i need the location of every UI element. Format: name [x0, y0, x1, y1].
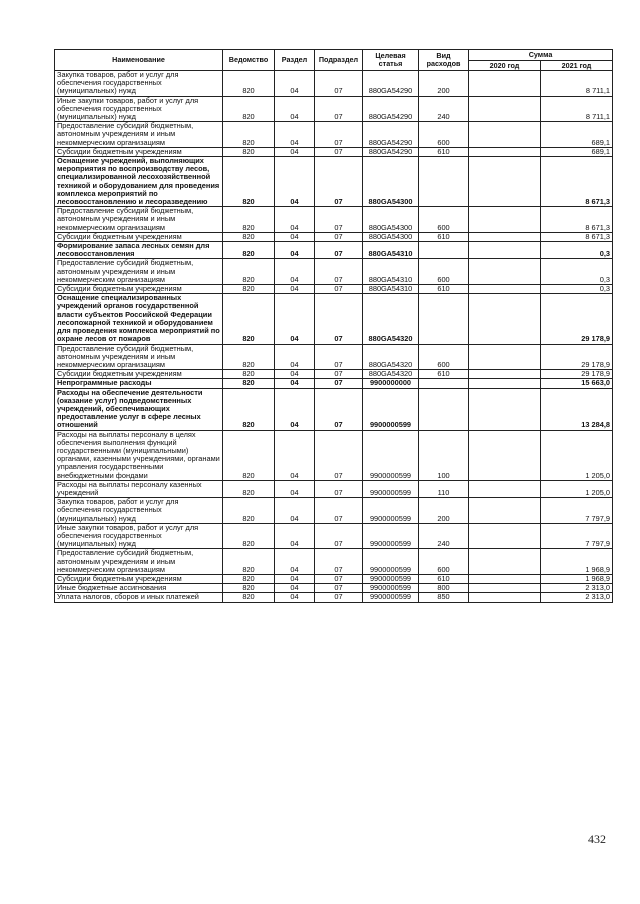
row-name: Субсидии бюджетным учреждениям	[55, 285, 223, 294]
row-podrazdel: 07	[315, 147, 363, 156]
table-row	[55, 498, 613, 524]
row-vedomstvo: 820	[223, 242, 275, 259]
row-podrazdel: 07	[315, 498, 363, 524]
row-vid: 610	[419, 370, 469, 379]
row-name: Иные бюджетные ассигнования	[55, 584, 223, 593]
header-razdel: Раздел	[275, 50, 315, 71]
row-sum-2020	[469, 259, 541, 285]
row-podrazdel: 07	[315, 584, 363, 593]
row-podrazdel: 07	[315, 294, 363, 344]
table-row	[55, 574, 613, 583]
row-podrazdel: 07	[315, 574, 363, 583]
table-row	[55, 430, 613, 480]
row-sum-2020	[469, 157, 541, 207]
row-sum-2021: 1 968,9	[541, 574, 613, 583]
row-vedomstvo: 820	[223, 370, 275, 379]
row-podrazdel: 07	[315, 207, 363, 233]
row-sum-2020	[469, 96, 541, 122]
row-razdel: 04	[275, 294, 315, 344]
row-vid: 600	[419, 549, 469, 575]
row-razdel: 04	[275, 388, 315, 430]
row-sum-2020	[469, 523, 541, 549]
row-sum-2020	[469, 242, 541, 259]
table-row	[55, 147, 613, 156]
row-sum-2021: 7 797,9	[541, 523, 613, 549]
table-row	[55, 285, 613, 294]
row-name: Предоставление субсидий бюджетным, автономным учреждениям и иным некоммерческим организациям	[55, 122, 223, 148]
row-target: 880GA54320	[363, 370, 419, 379]
row-podrazdel: 07	[315, 388, 363, 430]
row-razdel: 04	[275, 523, 315, 549]
row-podrazdel: 07	[315, 549, 363, 575]
row-target: 9900000599	[363, 430, 419, 480]
row-sum-2020	[469, 344, 541, 370]
row-razdel: 04	[275, 574, 315, 583]
row-razdel: 04	[275, 207, 315, 233]
row-vedomstvo: 820	[223, 71, 275, 97]
row-podrazdel: 07	[315, 96, 363, 122]
row-sum-2021: 8 671,3	[541, 232, 613, 241]
row-vedomstvo: 820	[223, 294, 275, 344]
row-target: 9900000599	[363, 574, 419, 583]
row-sum-2020	[469, 71, 541, 97]
header-sum: Сумма	[469, 50, 613, 61]
row-name: Предоставление субсидий бюджетным, автономным учреждениям и иным некоммерческим организациям	[55, 207, 223, 233]
row-name: Закупка товаров, работ и услуг для обеспечения государственных (муниципальных) нужд	[55, 498, 223, 524]
row-razdel: 04	[275, 157, 315, 207]
row-sum-2021: 7 797,9	[541, 498, 613, 524]
row-sum-2021: 13 284,8	[541, 388, 613, 430]
row-podrazdel: 07	[315, 242, 363, 259]
row-vid: 610	[419, 232, 469, 241]
row-name: Непрограммные расходы	[55, 379, 223, 388]
row-vedomstvo: 820	[223, 379, 275, 388]
row-name: Субсидии бюджетным учреждениям	[55, 370, 223, 379]
row-vid: 100	[419, 430, 469, 480]
row-sum-2020	[469, 207, 541, 233]
row-vid: 240	[419, 523, 469, 549]
table-row	[55, 122, 613, 148]
row-vid: 600	[419, 344, 469, 370]
row-sum-2020	[469, 370, 541, 379]
row-target: 880GA54310	[363, 285, 419, 294]
row-name: Субсидии бюджетным учреждениям	[55, 147, 223, 156]
row-name: Оснащение специализированных учреждений органов государственной власти субъектов Российской Федерации лесопожарной техникой и оборудованием для проведения комплекса мероприятий по охране лесов от пожаров	[55, 294, 223, 344]
row-sum-2020	[469, 584, 541, 593]
row-sum-2020	[469, 430, 541, 480]
row-vid	[419, 379, 469, 388]
row-vid: 110	[419, 480, 469, 497]
row-target: 9900000000	[363, 379, 419, 388]
row-target: 9900000599	[363, 549, 419, 575]
row-sum-2020	[469, 147, 541, 156]
row-sum-2020	[469, 574, 541, 583]
table-body	[55, 71, 613, 603]
row-sum-2021: 2 313,0	[541, 584, 613, 593]
row-target: 880GA54290	[363, 71, 419, 97]
row-sum-2021: 1 205,0	[541, 480, 613, 497]
row-vedomstvo: 820	[223, 480, 275, 497]
row-podrazdel: 07	[315, 232, 363, 241]
row-target: 9900000599	[363, 480, 419, 497]
row-vid: 610	[419, 147, 469, 156]
row-vid: 240	[419, 96, 469, 122]
row-name: Иные закупки товаров, работ и услуг для обеспечения государственных (муниципальных) нужд	[55, 523, 223, 549]
row-name: Расходы на обеспечение деятельности (оказание услуг) подведомственных учреждений, обеспечивающих предоставление услуг в сфере лесных отношений	[55, 388, 223, 430]
header-podrazdel: Подраздел	[315, 50, 363, 71]
row-name: Формирование запаса лесных семян для лесовосстановления	[55, 242, 223, 259]
row-podrazdel: 07	[315, 480, 363, 497]
table-row	[55, 294, 613, 344]
row-vid: 610	[419, 574, 469, 583]
row-podrazdel: 07	[315, 430, 363, 480]
row-sum-2021: 1 205,0	[541, 430, 613, 480]
row-sum-2021: 8 671,3	[541, 157, 613, 207]
row-razdel: 04	[275, 370, 315, 379]
row-vid	[419, 294, 469, 344]
row-vedomstvo: 820	[223, 388, 275, 430]
row-sum-2020	[469, 593, 541, 602]
table-row	[55, 71, 613, 97]
row-vid	[419, 388, 469, 430]
table-row	[55, 593, 613, 602]
row-podrazdel: 07	[315, 157, 363, 207]
row-target: 880GA54300	[363, 232, 419, 241]
table-row	[55, 344, 613, 370]
budget-table	[54, 49, 613, 603]
row-vedomstvo: 820	[223, 285, 275, 294]
row-razdel: 04	[275, 71, 315, 97]
row-razdel: 04	[275, 584, 315, 593]
row-sum-2021: 2 313,0	[541, 593, 613, 602]
row-vid: 200	[419, 71, 469, 97]
row-razdel: 04	[275, 430, 315, 480]
row-sum-2020	[469, 232, 541, 241]
row-podrazdel: 07	[315, 259, 363, 285]
row-vedomstvo: 820	[223, 259, 275, 285]
row-razdel: 04	[275, 344, 315, 370]
row-sum-2020	[469, 379, 541, 388]
row-podrazdel: 07	[315, 370, 363, 379]
row-target: 880GA54290	[363, 96, 419, 122]
table-row	[55, 232, 613, 241]
row-podrazdel: 07	[315, 593, 363, 602]
row-vedomstvo: 820	[223, 593, 275, 602]
row-target: 880GA54300	[363, 157, 419, 207]
row-sum-2021: 0,3	[541, 285, 613, 294]
row-podrazdel: 07	[315, 523, 363, 549]
row-sum-2021: 15 663,0	[541, 379, 613, 388]
row-sum-2021: 8 711,1	[541, 96, 613, 122]
row-razdel: 04	[275, 498, 315, 524]
row-target: 9900000599	[363, 523, 419, 549]
row-target: 9900000599	[363, 593, 419, 602]
row-vid	[419, 157, 469, 207]
row-name: Оснащение учреждений, выполняющих мероприятия по воспроизводству лесов, специализированной лесохозяйственной техникой и оборудованием для проведения комплекса мероприятий по лесовосстановлению и лесоразведению	[55, 157, 223, 207]
row-name: Уплата налогов, сборов и иных платежей	[55, 593, 223, 602]
table-row	[55, 96, 613, 122]
row-target: 880GA54290	[363, 122, 419, 148]
table-row	[55, 207, 613, 233]
row-vedomstvo: 820	[223, 122, 275, 148]
row-podrazdel: 07	[315, 71, 363, 97]
row-name: Субсидии бюджетным учреждениям	[55, 232, 223, 241]
row-name: Расходы на выплаты персоналу в целях обеспечения выполнения функций государственными (муниципальными) органами, казенными учреждениями, органами управления государственными внебюджетными фондами	[55, 430, 223, 480]
row-razdel: 04	[275, 480, 315, 497]
row-sum-2020	[469, 388, 541, 430]
row-sum-2020	[469, 549, 541, 575]
table-row	[55, 242, 613, 259]
row-vedomstvo: 820	[223, 232, 275, 241]
row-razdel: 04	[275, 285, 315, 294]
row-razdel: 04	[275, 122, 315, 148]
row-sum-2021: 8 671,3	[541, 207, 613, 233]
row-sum-2020	[469, 294, 541, 344]
row-razdel: 04	[275, 549, 315, 575]
row-vedomstvo: 820	[223, 344, 275, 370]
row-target: 880GA54290	[363, 147, 419, 156]
header-vedomstvo: Ведомство	[223, 50, 275, 71]
row-razdel: 04	[275, 379, 315, 388]
row-sum-2021: 0,3	[541, 242, 613, 259]
row-vid: 200	[419, 498, 469, 524]
row-podrazdel: 07	[315, 122, 363, 148]
row-vedomstvo: 820	[223, 584, 275, 593]
row-vid: 800	[419, 584, 469, 593]
row-sum-2021: 1 968,9	[541, 549, 613, 575]
table-row	[55, 549, 613, 575]
header-2021: 2021 год	[541, 61, 613, 71]
row-sum-2021: 689,1	[541, 122, 613, 148]
row-podrazdel: 07	[315, 285, 363, 294]
row-razdel: 04	[275, 242, 315, 259]
row-vedomstvo: 820	[223, 96, 275, 122]
row-sum-2021: 29 178,9	[541, 294, 613, 344]
row-vedomstvo: 820	[223, 498, 275, 524]
row-target: 880GA54320	[363, 344, 419, 370]
table-row	[55, 157, 613, 207]
table-row	[55, 480, 613, 497]
row-name: Предоставление субсидий бюджетным, автономным учреждениям и иным некоммерческим организациям	[55, 344, 223, 370]
row-target: 880GA54320	[363, 294, 419, 344]
table-row	[55, 388, 613, 430]
row-name: Предоставление субсидий бюджетным, автономным учреждениям и иным некоммерческим организациям	[55, 549, 223, 575]
row-name: Закупка товаров, работ и услуг для обеспечения государственных (муниципальных) нужд	[55, 71, 223, 97]
row-name: Субсидии бюджетным учреждениям	[55, 574, 223, 583]
row-podrazdel: 07	[315, 379, 363, 388]
row-target: 880GA54310	[363, 242, 419, 259]
row-target: 880GA54310	[363, 259, 419, 285]
row-name: Расходы на выплаты персоналу казенных учреждений	[55, 480, 223, 497]
row-razdel: 04	[275, 259, 315, 285]
row-sum-2020	[469, 498, 541, 524]
row-vid	[419, 242, 469, 259]
table-row	[55, 370, 613, 379]
row-name: Иные закупки товаров, работ и услуг для обеспечения государственных (муниципальных) нужд	[55, 96, 223, 122]
header-name: Наименование	[55, 50, 223, 71]
row-target: 9900000599	[363, 388, 419, 430]
row-target: 9900000599	[363, 584, 419, 593]
table-row	[55, 584, 613, 593]
header-2020: 2020 год	[469, 61, 541, 71]
row-name: Предоставление субсидий бюджетным, автономным учреждениям и иным некоммерческим организациям	[55, 259, 223, 285]
row-vid: 850	[419, 593, 469, 602]
row-vid: 600	[419, 207, 469, 233]
row-vid: 600	[419, 259, 469, 285]
row-vedomstvo: 820	[223, 549, 275, 575]
row-vid: 600	[419, 122, 469, 148]
page-number: 432	[588, 832, 606, 846]
row-razdel: 04	[275, 593, 315, 602]
row-sum-2021: 29 178,9	[541, 370, 613, 379]
header-vid: Вид расходов	[419, 50, 469, 71]
row-target: 9900000599	[363, 498, 419, 524]
row-sum-2021: 0,3	[541, 259, 613, 285]
row-razdel: 04	[275, 147, 315, 156]
row-sum-2020	[469, 285, 541, 294]
budget-table-sheet	[54, 49, 612, 603]
table-row	[55, 259, 613, 285]
row-razdel: 04	[275, 96, 315, 122]
row-vid: 610	[419, 285, 469, 294]
table-row	[55, 379, 613, 388]
row-sum-2020	[469, 122, 541, 148]
row-vedomstvo: 820	[223, 574, 275, 583]
table-row	[55, 523, 613, 549]
row-sum-2020	[469, 480, 541, 497]
row-vedomstvo: 820	[223, 147, 275, 156]
row-sum-2021: 689,1	[541, 147, 613, 156]
row-sum-2021: 29 178,9	[541, 344, 613, 370]
row-sum-2021: 8 711,1	[541, 71, 613, 97]
header-target: Целевая статья	[363, 50, 419, 71]
row-target: 880GA54300	[363, 207, 419, 233]
row-razdel: 04	[275, 232, 315, 241]
row-vedomstvo: 820	[223, 157, 275, 207]
row-vedomstvo: 820	[223, 207, 275, 233]
row-podrazdel: 07	[315, 344, 363, 370]
row-vedomstvo: 820	[223, 523, 275, 549]
row-vedomstvo: 820	[223, 430, 275, 480]
